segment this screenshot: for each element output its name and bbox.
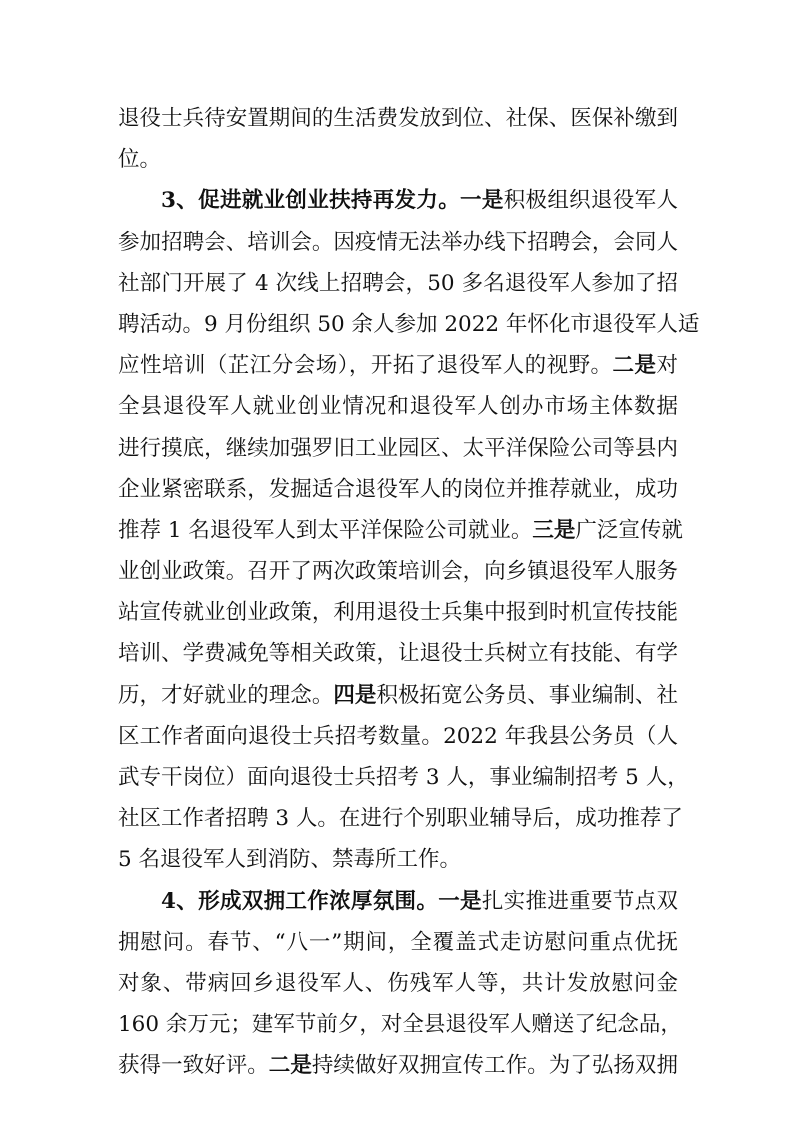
text-line — [118, 881, 678, 922]
text-run: 获得一致好评。 — [118, 1053, 269, 1079]
text-run: 全县退役军人就业创业情况和退役军人创办市场主体数据 — [118, 394, 678, 420]
text-run: 企业紧密联系，发掘适合退役军人的岗位并推荐就业，成功 — [118, 476, 678, 502]
text-run: 社区工作者招聘 3 人。在进行个别职业辅导后，成功推荐了 — [118, 806, 683, 832]
text-run: 进行摸底，继续加强罗旧工业园区、太平洋保险公司等县内 — [118, 435, 678, 461]
text-line — [118, 675, 678, 716]
bold-text: 一是 — [438, 888, 482, 914]
text-line — [118, 304, 700, 345]
text-line — [118, 510, 683, 551]
text-run: 区工作者面向退役士兵招考数量。2022 年我县公务员（人 — [118, 723, 678, 749]
text-run: 武专干岗位）面向退役士兵招考 3 人，事业编制招考 5 人， — [118, 765, 689, 790]
text-line — [118, 263, 678, 304]
text-run: 推荐 1 名退役军人到太平洋保险公司就业。 — [118, 517, 533, 543]
text-run: 持续做好双拥宣传工作。为了弘扬双拥 — [311, 1053, 678, 1079]
text-line — [118, 592, 678, 633]
text-run: 对 — [656, 353, 678, 379]
body-text — [118, 98, 700, 1087]
text-line — [118, 1045, 678, 1086]
text-line — [118, 386, 678, 427]
text-run: 积极拓宽公务员、事业编制、社 — [376, 682, 678, 708]
bold-text: 一是 — [460, 188, 504, 214]
text-line — [118, 1004, 682, 1045]
text-line — [118, 180, 678, 221]
text-run: 培训、学费减免等相关政策，让退役士兵树立有技能、有学 — [118, 641, 678, 667]
bold-text: 二是 — [612, 353, 657, 379]
text-run: 历，才好就业的理念。 — [118, 682, 334, 708]
text-line — [118, 716, 678, 757]
text-run: 拥慰问。春节、“八一”期间，全覆盖式走访慰问重点优抚 — [118, 929, 678, 955]
text-run: 退役士兵待安置期间的生活费发放到位、社保、医保补缴到 — [118, 106, 678, 131]
text-run: 参加招聘会、培训会。因疫情无法举办线下招聘会，会同人 — [118, 229, 678, 255]
bold-text: 二是 — [268, 1053, 312, 1079]
text-line — [118, 551, 678, 592]
text-run: 位。 — [118, 147, 162, 173]
text-line — [118, 469, 678, 510]
text-line — [118, 798, 683, 839]
text-line — [118, 345, 678, 386]
text-line — [118, 139, 678, 180]
bold-text: 四是 — [333, 682, 377, 708]
text-run: 应性培训（芷江分会场），开拓了退役军人的视野。 — [118, 353, 613, 379]
text-line — [118, 922, 678, 963]
text-line — [118, 222, 678, 263]
text-line — [118, 98, 678, 139]
text-line — [118, 633, 678, 674]
text-run: 5 名退役军人到消防、禁毒所工作。 — [118, 847, 462, 873]
text-line — [118, 839, 678, 880]
bold-text: 4、形成双拥工作浓厚氛围。 — [161, 888, 439, 914]
text-run: 业创业政策。召开了两次政策培训会，向乡镇退役军人服务 — [118, 559, 678, 585]
text-line — [118, 428, 678, 469]
text-line — [118, 963, 678, 1004]
text-run: 对象、带病回乡退役军人、伤残军人等，共计发放慰问金 — [118, 970, 678, 996]
text-run: 广泛宣传就 — [575, 517, 683, 543]
text-run: 160 余万元；建军节前夕，对全县退役军人赠送了纪念品， — [118, 1012, 682, 1038]
bold-text: 3、促进就业创业扶持再发力。 — [161, 188, 461, 214]
text-run: 扎实推进重要节点双 — [481, 888, 678, 914]
text-run: 聘活动。9 月份组织 50 余人参加 2022 年怀化市退役军人适 — [118, 311, 700, 337]
bold-text: 三是 — [532, 517, 576, 543]
text-line — [118, 757, 689, 798]
text-run: 社部门开展了 4 次线上招聘会，50 多名退役军人参加了招 — [118, 270, 678, 296]
text-run: 站宣传就业创业政策，利用退役士兵集中报到时机宣传技能 — [118, 600, 678, 626]
text-run: 积极组织退役军人 — [503, 188, 678, 214]
